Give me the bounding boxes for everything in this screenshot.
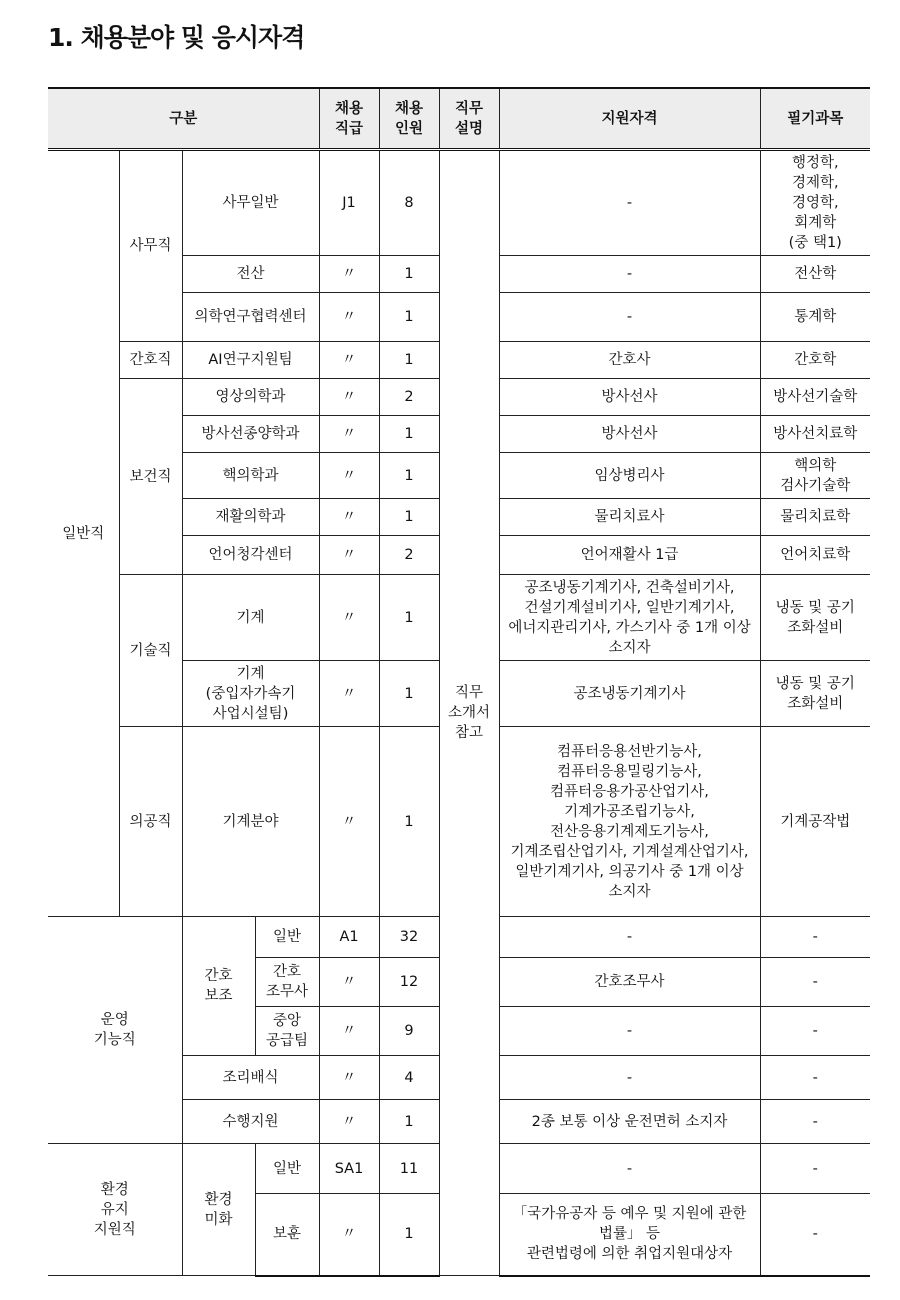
subjects-cell: - — [760, 1007, 870, 1056]
count-cell: 1 — [379, 727, 439, 917]
qualification-cell: - — [499, 1007, 760, 1056]
field-cell: 수행지원 — [182, 1100, 319, 1144]
header-subjects: 필기과목 — [760, 88, 870, 150]
header-qualification: 지원자격 — [499, 88, 760, 150]
count-cell: 2 — [379, 379, 439, 416]
field-cell: 일반 — [255, 1144, 319, 1194]
count-cell: 1 — [379, 661, 439, 727]
count-cell: 32 — [379, 917, 439, 958]
group-general: 일반직 — [48, 150, 119, 917]
grade-cell: 〃 — [319, 1007, 379, 1056]
grade-cell: 〃 — [319, 293, 379, 342]
count-cell: 1 — [379, 416, 439, 453]
qualification-cell: 간호사 — [499, 342, 760, 379]
field-cell: 영상의학과 — [182, 379, 319, 416]
qualification-cell: 방사선사 — [499, 416, 760, 453]
table-row — [48, 150, 870, 256]
field-cell: 재활의학과 — [182, 499, 319, 536]
group-operation: 운영 기능직 — [48, 917, 182, 1144]
grade-cell: 〃 — [319, 1100, 379, 1144]
field-cell: 보훈 — [255, 1194, 319, 1276]
qualification-cell: 임상병리사 — [499, 453, 760, 499]
count-cell: 1 — [379, 575, 439, 661]
header-row — [48, 88, 870, 150]
subjects-cell: 방사선기술학 — [760, 379, 870, 416]
grade-cell: 〃 — [319, 256, 379, 293]
count-cell: 8 — [379, 150, 439, 256]
subjects-cell: 통계학 — [760, 293, 870, 342]
qualification-cell: 언어재활사 1급 — [499, 536, 760, 575]
field-cell: 의학연구협력센터 — [182, 293, 319, 342]
recruitment-table — [48, 87, 870, 1277]
count-cell: 1 — [379, 1194, 439, 1276]
count-cell: 1 — [379, 499, 439, 536]
grade-cell: 〃 — [319, 453, 379, 499]
subjects-cell: 핵의학 검사기술학 — [760, 453, 870, 499]
subjects-cell: 전산학 — [760, 256, 870, 293]
field-cell: 간호 조무사 — [255, 958, 319, 1007]
header-count: 채용 인원 — [379, 88, 439, 150]
qualification-cell: 2종 보통 이상 운전면허 소지자 — [499, 1100, 760, 1144]
grade-cell: 〃 — [319, 499, 379, 536]
duty-note: 직무 소개서 참고 — [439, 150, 499, 1276]
subgroup-nursing: 간호직 — [119, 342, 182, 379]
qualification-cell: - — [499, 150, 760, 256]
grade-cell: 〃 — [319, 661, 379, 727]
subjects-cell: 방사선치료학 — [760, 416, 870, 453]
subgroup-office: 사무직 — [119, 150, 182, 342]
count-cell: 9 — [379, 1007, 439, 1056]
subjects-cell: 냉동 및 공기 조화설비 — [760, 661, 870, 727]
qualification-cell: - — [499, 917, 760, 958]
grade-cell: 〃 — [319, 1056, 379, 1100]
qualification-cell: 간호조무사 — [499, 958, 760, 1007]
count-cell: 4 — [379, 1056, 439, 1100]
subgroup-nurse-aide: 간호 보조 — [182, 917, 255, 1056]
field-cell: 조리배식 — [182, 1056, 319, 1100]
grade-cell: J1 — [319, 150, 379, 256]
subjects-cell: 간호학 — [760, 342, 870, 379]
page-title: 1. 채용분야 및 응시자격 — [48, 23, 305, 52]
subgroup-cleaning: 환경 미화 — [182, 1144, 255, 1276]
qualification-cell: 공조냉동기계기사 — [499, 661, 760, 727]
subjects-cell: - — [760, 1144, 870, 1194]
subgroup-technical: 기술직 — [119, 575, 182, 727]
subjects-cell: - — [760, 958, 870, 1007]
grade-cell: 〃 — [319, 575, 379, 661]
group-environment: 환경 유지 지원직 — [48, 1144, 182, 1276]
subjects-cell: 냉동 및 공기 조화설비 — [760, 575, 870, 661]
qualification-cell: - — [499, 256, 760, 293]
field-cell: 기계 — [182, 575, 319, 661]
subgroup-engineering: 의공직 — [119, 727, 182, 917]
field-cell: AI연구지원팀 — [182, 342, 319, 379]
field-cell: 언어청각센터 — [182, 536, 319, 575]
grade-cell: 〃 — [319, 416, 379, 453]
field-cell: 기계분야 — [182, 727, 319, 917]
count-cell: 2 — [379, 536, 439, 575]
grade-cell: A1 — [319, 917, 379, 958]
grade-cell: 〃 — [319, 536, 379, 575]
count-cell: 1 — [379, 453, 439, 499]
field-cell: 기계 (중입자가속기 사업시설팀) — [182, 661, 319, 727]
count-cell: 1 — [379, 293, 439, 342]
subjects-cell: - — [760, 1194, 870, 1276]
count-cell: 1 — [379, 256, 439, 293]
qualification-cell: - — [499, 1144, 760, 1194]
subjects-cell: 물리치료학 — [760, 499, 870, 536]
field-cell: 일반 — [255, 917, 319, 958]
field-cell: 핵의학과 — [182, 453, 319, 499]
header-duty: 직무 설명 — [439, 88, 499, 150]
grade-cell: 〃 — [319, 379, 379, 416]
count-cell: 1 — [379, 1100, 439, 1144]
header-grade: 채용 직급 — [319, 88, 379, 150]
count-cell: 12 — [379, 958, 439, 1007]
subgroup-health: 보건직 — [119, 379, 182, 575]
qualification-cell: 방사선사 — [499, 379, 760, 416]
grade-cell: SA1 — [319, 1144, 379, 1194]
subjects-cell: - — [760, 1100, 870, 1144]
field-cell: 전산 — [182, 256, 319, 293]
count-cell: 1 — [379, 342, 439, 379]
qualification-cell: 「국가유공자 등 예우 및 지원에 관한 법률」 등 관련법령에 의한 취업지원대상자 — [499, 1194, 760, 1276]
subjects-cell: 기계공작법 — [760, 727, 870, 917]
count-cell: 11 — [379, 1144, 439, 1194]
field-cell: 사무일반 — [182, 150, 319, 256]
subjects-cell: - — [760, 1056, 870, 1100]
field-cell: 방사선종양학과 — [182, 416, 319, 453]
qualification-cell: - — [499, 293, 760, 342]
qualification-cell: - — [499, 1056, 760, 1100]
field-cell: 중앙 공급팀 — [255, 1007, 319, 1056]
header-category: 구분 — [48, 88, 319, 150]
qualification-cell: 공조냉동기계기사, 건축설비기사, 건설기계설비기사, 일반기계기사, 에너지관리기사, 가스기사 중 1개 이상 소지자 — [499, 575, 760, 661]
subjects-cell: 언어치료학 — [760, 536, 870, 575]
grade-cell: 〃 — [319, 1194, 379, 1276]
grade-cell: 〃 — [319, 958, 379, 1007]
grade-cell: 〃 — [319, 342, 379, 379]
grade-cell: 〃 — [319, 727, 379, 917]
qualification-cell: 물리치료사 — [499, 499, 760, 536]
subjects-cell: - — [760, 917, 870, 958]
subjects-cell: 행정학, 경제학, 경영학, 회계학 (중 택1) — [760, 150, 870, 256]
qualification-cell: 컴퓨터응용선반기능사, 컴퓨터응용밀링기능사, 컴퓨터응용가공산업기사, 기계가공조립기능사, 전산응용기계제도기능사, 기계조립산업기사, 기계설계산업기사, 일반기계기사, 의공기사 중 1개 이상 소지자 — [499, 727, 760, 917]
